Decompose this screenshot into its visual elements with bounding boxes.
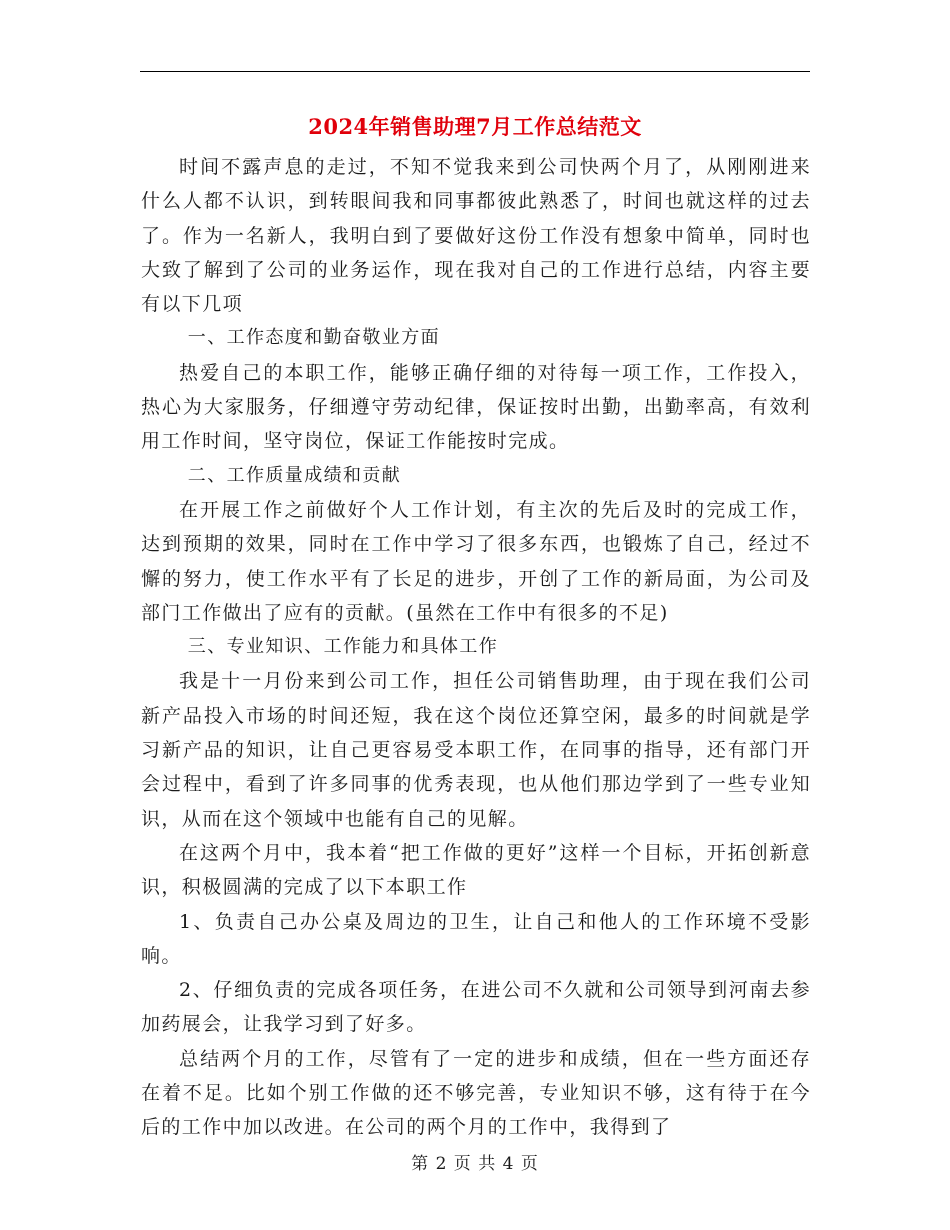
paragraph-intro: 时间不露声息的走过，不知不觉我来到公司快两个月了，从刚刚进来什么人都不认识，到转眼间我和同事都彼此熟悉了，时间也就这样的过去了。作为一名新人，我明白到了要做好这份工作没有想象中简单，同时也大致了解到了公司的业务运作，现在我对自己的工作进行总结，内容主要有以下几项 [141, 156, 811, 316]
header-rule [140, 71, 810, 72]
paragraph-quality: 在开展工作之前做好个人工作计划，有主次的先后及时的完成工作，达到预期的效果，同时在工作中学习了很多东西，也锻炼了自己，经过不懈的努力，使工作水平有了长足的进步，开创了工作的新局面，为公司及部门工作做出了应有的贡献。(虽然在工作中有很多的不足) [141, 498, 811, 624]
paragraph-attitude: 热爱自己的本职工作，能够正确仔细的对待每一项工作，工作投入，热心为大家服务，仔细遵守劳动纪律，保证按时出勤，出勤率高，有效利用工作时间，坚守岗位，保证工作能按时完成。 [141, 361, 811, 453]
document-body [141, 150, 811, 1145]
section-heading-3: 三、专业知识、工作能力和具体工作 [187, 636, 499, 658]
document-title: 2024年销售助理7月工作总结范文 [308, 114, 642, 139]
section-heading-1: 一、工作态度和勤奋敬业方面 [187, 327, 440, 349]
paragraph-goal: 在这两个月中，我本着“把工作做的更好”这样一个目标，开拓创新意识，积极圆满的完成了以下本职工作 [141, 841, 811, 899]
paragraph-knowledge: 我是十一月份来到公司工作，担任公司销售助理，由于现在我们公司新产品投入市场的时间还短，我在这个岗位还算空闲，最多的时间就是学习新产品的知识，让自己更容易受本职工作，在同事的指导，还有部门开会过程中，看到了许多同事的优秀表现，也从他们那边学到了一些专业知识，从而在这个领域中也能有自己的见解。 [141, 670, 811, 830]
list-item-1: 1、负责自己办公桌及周边的卫生，让自己和他人的工作环境不受影响。 [141, 910, 811, 967]
list-item-2: 2、仔细负责的完成各项任务，在进公司不久就和公司领导到河南去参加药展会，让我学习到了好多。 [141, 979, 811, 1036]
section-heading-2: 二、工作质量成绩和贡献 [187, 464, 402, 486]
paragraph-summary: 总结两个月的工作，尽管有了一定的进步和成绩，但在一些方面还存在着不足。比如个别工作做的还不够完善，专业知识不够，这有待于在今后的工作中加以改进。在公司的两个月的工作中，我得到了 [141, 1047, 811, 1139]
page-number-footer: 第 2 页 共 4 页 [411, 1154, 539, 1174]
